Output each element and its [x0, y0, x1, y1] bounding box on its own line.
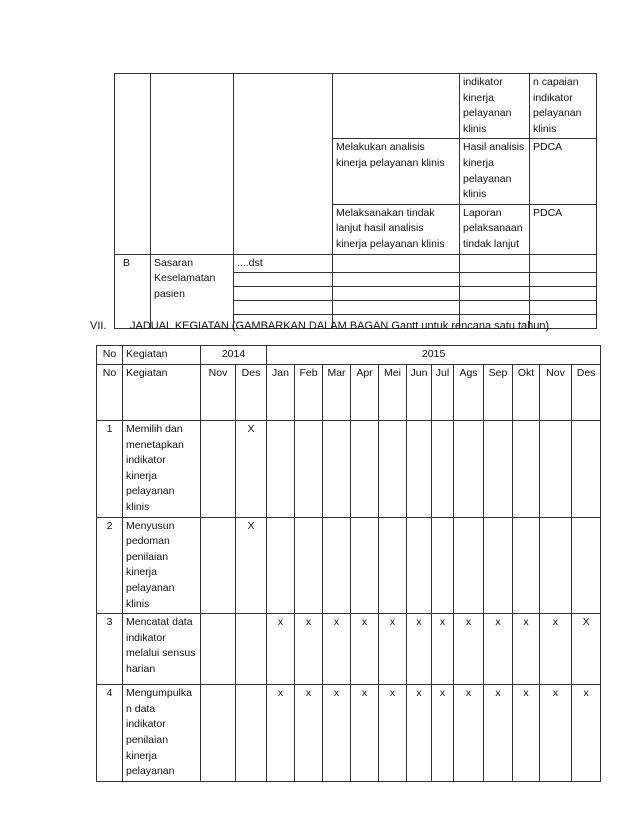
table-cell — [333, 74, 460, 139]
schedule-mark: x — [513, 685, 540, 782]
schedule-mark: x — [295, 685, 323, 782]
table-row — [97, 614, 601, 685]
schedule-mark — [351, 517, 379, 614]
schedule-mark — [323, 517, 351, 614]
schedule-mark — [454, 421, 484, 518]
header-month: Des — [572, 365, 601, 421]
header-month: Jun — [407, 365, 432, 421]
table-row — [115, 254, 597, 273]
header-no: No — [97, 365, 123, 421]
header-month: Des — [236, 365, 267, 421]
table-cell: Hasil analisis kinerja pelayanan klinis — [460, 139, 530, 204]
table-cell: PDCA — [530, 204, 597, 254]
activity-name: Mengumpulkan data indikator penilaian kinerja pelayanan — [123, 685, 201, 782]
schedule-mark — [484, 421, 513, 518]
header-month: Sep — [484, 365, 513, 421]
table-cell — [234, 301, 333, 315]
schedule-mark: x — [432, 614, 454, 685]
schedule-mark: x — [407, 685, 432, 782]
schedule-mark — [201, 517, 236, 614]
activity-number: 1 — [97, 421, 123, 518]
header-month: Jul — [432, 365, 454, 421]
table-cell: PDCA — [530, 139, 597, 204]
header-year-2015: 2015 — [267, 346, 601, 365]
schedule-mark: x — [323, 685, 351, 782]
table-cell — [234, 273, 333, 287]
plan-table — [114, 73, 597, 329]
table-cell — [530, 287, 597, 301]
schedule-mark: X — [236, 421, 267, 518]
table-cell — [460, 287, 530, 301]
header-month: Mei — [379, 365, 407, 421]
table-cell — [460, 254, 530, 273]
table-cell — [333, 254, 460, 273]
table-cell — [333, 287, 460, 301]
schedule-mark: x — [379, 685, 407, 782]
table-row — [97, 517, 601, 614]
schedule-mark — [323, 421, 351, 518]
activity-number: 3 — [97, 614, 123, 685]
schedule-mark: X — [236, 517, 267, 614]
schedule-mark: x — [379, 614, 407, 685]
schedule-mark — [540, 421, 572, 518]
schedule-mark — [201, 421, 236, 518]
schedule-mark: x — [267, 685, 295, 782]
table-cell: Sasaran Keselamatan pasien — [151, 254, 234, 329]
schedule-mark — [379, 517, 407, 614]
schedule-mark — [351, 421, 379, 518]
table-cell — [530, 273, 597, 287]
activity-number: 4 — [97, 685, 123, 782]
table-header-row — [97, 346, 601, 365]
schedule-mark — [267, 517, 295, 614]
table-cell — [234, 74, 333, 255]
schedule-mark — [267, 421, 295, 518]
schedule-mark: X — [572, 614, 601, 685]
table-cell — [460, 273, 530, 287]
table-cell — [151, 74, 234, 255]
schedule-mark — [432, 421, 454, 518]
schedule-mark — [201, 614, 236, 685]
schedule-mark: x — [351, 614, 379, 685]
schedule-mark — [295, 517, 323, 614]
schedule-mark — [295, 421, 323, 518]
table-cell: B — [115, 254, 151, 329]
schedule-mark — [484, 517, 513, 614]
section-heading — [90, 320, 549, 332]
schedule-mark: x — [432, 685, 454, 782]
activity-name: Memilih dan menetapkan indikator kinerja pelayanan klinis — [123, 421, 201, 518]
activity-number: 2 — [97, 517, 123, 614]
header-month: Nov — [540, 365, 572, 421]
schedule-mark: x — [540, 614, 572, 685]
header-month: Nov — [201, 365, 236, 421]
table-cell — [115, 74, 151, 255]
schedule-mark — [513, 517, 540, 614]
schedule-mark: x — [454, 614, 484, 685]
table-row — [115, 74, 597, 139]
header-month: Feb — [295, 365, 323, 421]
table-row — [97, 421, 601, 518]
schedule-mark — [432, 517, 454, 614]
schedule-mark: x — [540, 685, 572, 782]
header-kegiatan: Kegiatan — [123, 346, 201, 365]
schedule-mark: x — [484, 614, 513, 685]
schedule-mark: x — [295, 614, 323, 685]
header-month: Mar — [323, 365, 351, 421]
header-month: Ags — [454, 365, 484, 421]
table-header-row — [97, 365, 601, 421]
header-month: Okt — [513, 365, 540, 421]
schedule-mark: x — [513, 614, 540, 685]
table-cell: Laporan pelaksanaan tindak lanjut — [460, 204, 530, 254]
table-cell — [234, 287, 333, 301]
table-row — [97, 685, 601, 782]
activity-name: Menyusun pedoman penilaian kinerja pelayanan klinis — [123, 517, 201, 614]
schedule-mark: x — [572, 685, 601, 782]
header-no: No — [97, 346, 123, 365]
header-month: Jan — [267, 365, 295, 421]
gantt-table — [96, 345, 601, 782]
schedule-mark: x — [454, 685, 484, 782]
schedule-mark — [236, 614, 267, 685]
schedule-mark — [540, 517, 572, 614]
schedule-mark — [407, 421, 432, 518]
table-cell — [460, 301, 530, 315]
schedule-mark — [201, 685, 236, 782]
schedule-mark: x — [267, 614, 295, 685]
schedule-mark — [407, 517, 432, 614]
section-title: JADUAL KEGIATAN (GAMBARKAN DALAM BAGAN Gantt untuk rencana satu tahun) — [130, 320, 550, 332]
schedule-mark: x — [323, 614, 351, 685]
section-number: VII. — [90, 320, 107, 332]
schedule-mark: x — [351, 685, 379, 782]
table-cell: Melaksanakan tindak lanjut hasil analisis kinerja pelayanan klinis — [333, 204, 460, 254]
schedule-mark — [572, 517, 601, 614]
table-cell: ....dst — [234, 254, 333, 273]
header-month: Apr — [351, 365, 379, 421]
schedule-mark — [379, 421, 407, 518]
table-cell: n capaian indikator pelayanan klinis — [530, 74, 597, 139]
table-cell — [333, 273, 460, 287]
table-cell: indikator kinerja pelayanan klinis — [460, 74, 530, 139]
header-kegiatan: Kegiatan — [123, 365, 201, 421]
schedule-mark: x — [407, 614, 432, 685]
activity-name: Mencatat data indikator melalui sensus harian — [123, 614, 201, 685]
schedule-mark — [454, 517, 484, 614]
table-cell — [333, 301, 460, 315]
table-cell: Melakukan analisis kinerja pelayanan klinis — [333, 139, 460, 204]
schedule-mark: x — [484, 685, 513, 782]
header-year-2014: 2014 — [201, 346, 267, 365]
table-cell — [530, 254, 597, 273]
schedule-mark — [513, 421, 540, 518]
schedule-mark — [236, 685, 267, 782]
table-cell — [530, 301, 597, 315]
schedule-mark — [572, 421, 601, 518]
